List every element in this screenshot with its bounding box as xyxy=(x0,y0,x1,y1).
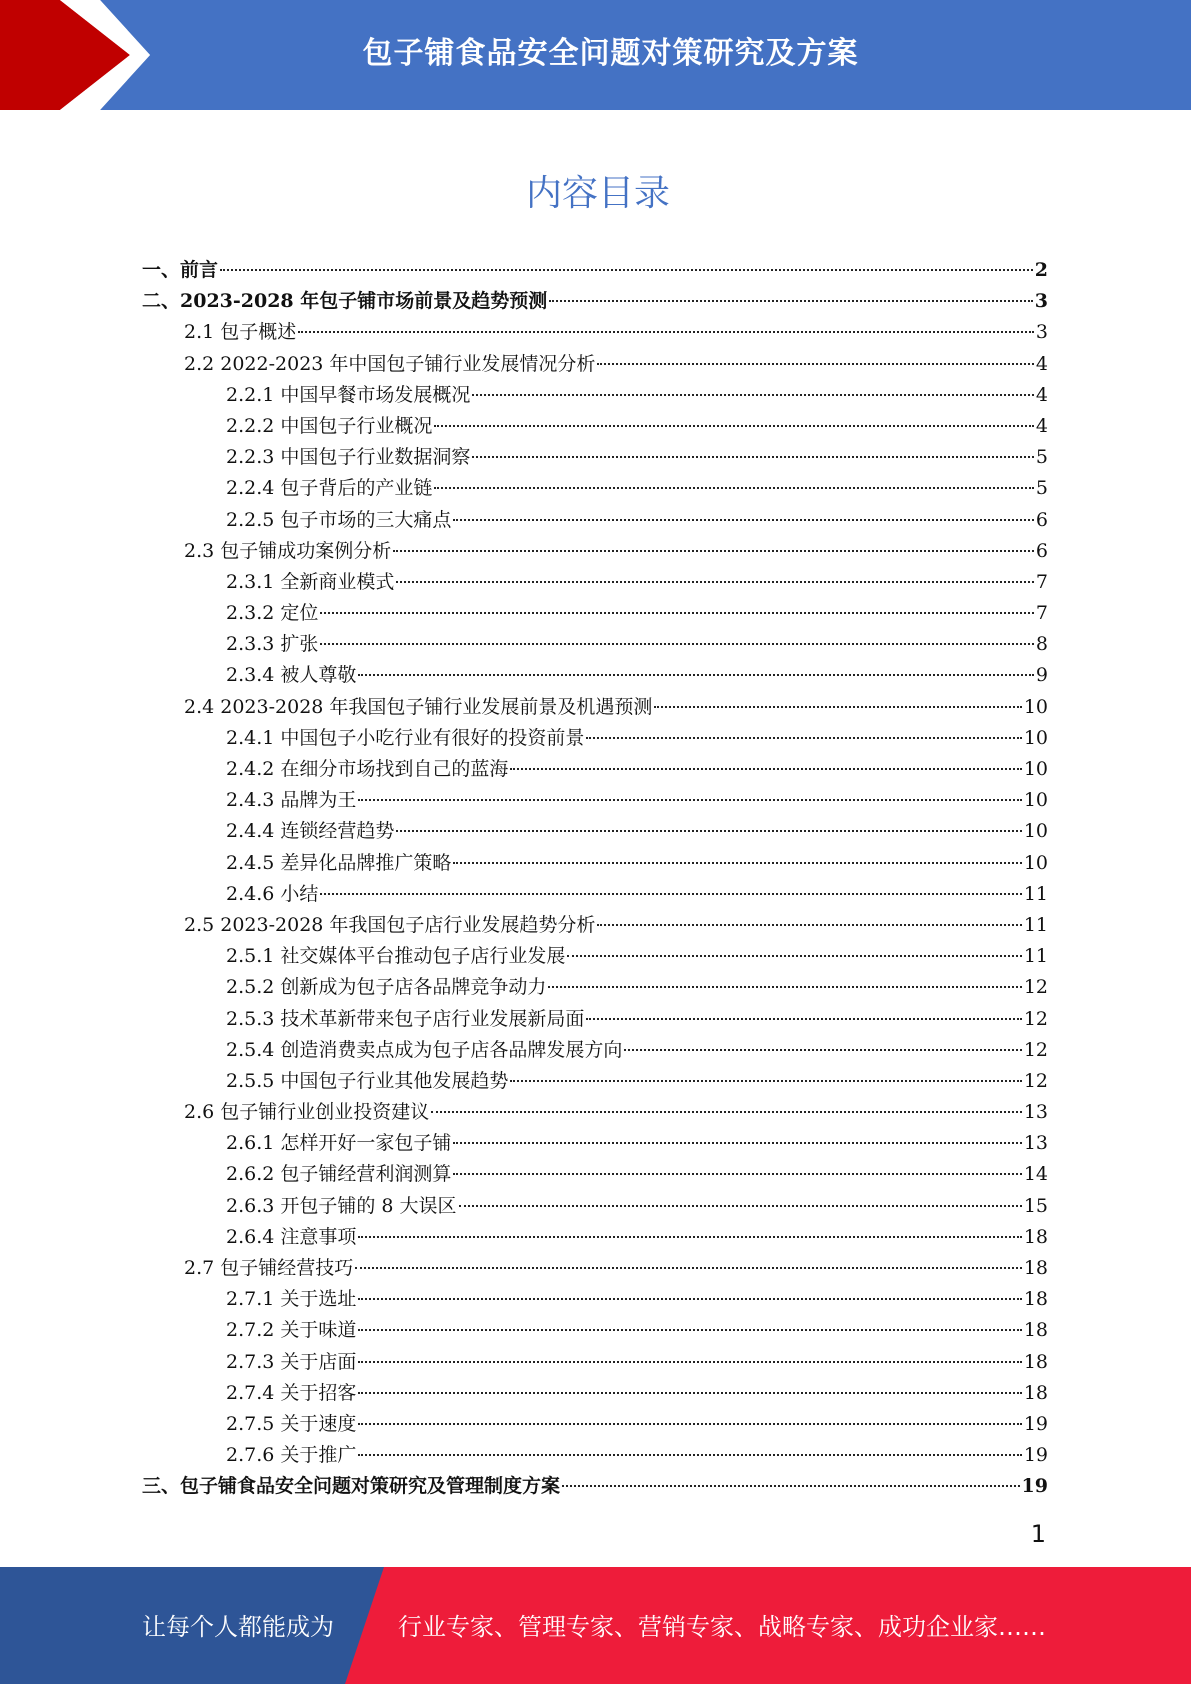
toc-entry-page: 15 xyxy=(1023,1194,1048,1217)
toc-dot-leader xyxy=(586,736,1021,739)
toc-dot-leader xyxy=(597,362,1033,365)
toc-entry[interactable] xyxy=(142,1066,1048,1097)
toc-entry[interactable] xyxy=(142,972,1048,1003)
toc-entry-page: 9 xyxy=(1035,664,1048,687)
toc-entry-label: 2.5.4 创造消费卖点成为包子店各品牌发展方向 xyxy=(226,1038,623,1061)
toc-dot-leader xyxy=(358,1360,1021,1363)
toc-dot-leader xyxy=(549,299,1033,302)
toc-entry-page: 4 xyxy=(1035,414,1048,437)
toc-entry-page: 7 xyxy=(1035,602,1048,625)
toc-entry[interactable] xyxy=(142,1191,1048,1222)
toc-entry[interactable] xyxy=(142,473,1048,504)
toc-entry[interactable] xyxy=(142,505,1048,536)
toc-entry[interactable] xyxy=(142,1378,1048,1409)
toc-entry[interactable] xyxy=(142,629,1048,660)
toc-entry-page: 10 xyxy=(1023,695,1048,718)
toc-dot-leader xyxy=(320,892,1021,895)
toc-dot-leader xyxy=(358,1235,1021,1238)
toc-dot-leader xyxy=(358,1391,1021,1394)
toc-entry-label: 2.4.1 中国包子小吃行业有很好的投资前景 xyxy=(226,726,585,749)
toc-entry-label: 2.6.2 包子铺经营利润测算 xyxy=(226,1163,452,1186)
toc-entry[interactable] xyxy=(142,1128,1048,1159)
toc-entry-label: 2.4 2023-2028 年我国包子铺行业发展前景及机遇预测 xyxy=(184,695,653,718)
toc-entry-page: 7 xyxy=(1035,570,1048,593)
toc-entry-page: 18 xyxy=(1023,1288,1048,1311)
toc-entry-page: 11 xyxy=(1023,913,1048,936)
toc-entry[interactable] xyxy=(142,442,1048,473)
toc-entry-label: 2.1 包子概述 xyxy=(184,321,297,344)
toc-entry-page: 19 xyxy=(1021,1475,1048,1498)
toc-entry-label: 2.5 2023-2028 年我国包子店行业发展趋势分析 xyxy=(184,913,596,936)
toc-dot-leader xyxy=(358,1297,1021,1300)
toc-entry-page: 4 xyxy=(1035,352,1048,375)
toc-dot-leader xyxy=(453,1172,1021,1175)
toc-entry-label: 2.7.1 关于选址 xyxy=(226,1288,357,1311)
toc-entry[interactable] xyxy=(142,567,1048,598)
toc-entry[interactable] xyxy=(142,1284,1048,1315)
toc-entry-label: 2.6.3 开包子铺的 8 大误区 xyxy=(226,1194,457,1217)
toc-entry-page: 18 xyxy=(1023,1257,1048,1279)
toc-entry-label: 2.4.6 小结 xyxy=(226,882,319,905)
toc-dot-leader xyxy=(548,985,1021,988)
toc-entry-page: 11 xyxy=(1023,882,1048,905)
toc-dot-leader xyxy=(459,1204,1022,1207)
toc-entry-page: 12 xyxy=(1023,976,1048,999)
toc-entry-page: 10 xyxy=(1023,758,1048,780)
toc-entry-label: 2.6 包子铺行业创业投资建议 xyxy=(184,1101,430,1124)
toc-entry-page: 10 xyxy=(1023,851,1048,874)
toc-entry[interactable] xyxy=(142,754,1048,785)
toc-entry[interactable] xyxy=(142,816,1048,847)
toc-entry[interactable] xyxy=(142,848,1048,879)
toc-entry-label: 2.7.6 关于推广 xyxy=(226,1444,357,1467)
toc-entry[interactable] xyxy=(142,692,1048,723)
table-of-contents xyxy=(142,255,1048,1503)
toc-entry-label: 2.5.1 社交媒体平台推动包子店行业发展 xyxy=(226,945,566,968)
toc-entry-label: 2.2.5 包子市场的三大痛点 xyxy=(226,508,452,531)
toc-dot-leader xyxy=(453,518,1034,521)
toc-entry-page: 18 xyxy=(1023,1319,1048,1342)
toc-entry-page: 6 xyxy=(1035,508,1048,531)
toc-dot-leader xyxy=(472,455,1034,458)
toc-entry-label: 2.7.5 关于速度 xyxy=(226,1412,357,1435)
toc-entry-label: 2.4.3 品牌为王 xyxy=(226,789,357,812)
toc-entry-page: 19 xyxy=(1023,1412,1048,1435)
toc-entry-page: 12 xyxy=(1023,1069,1048,1092)
toc-entry-page: 13 xyxy=(1023,1132,1048,1155)
toc-entry[interactable] xyxy=(142,910,1048,941)
toc-entry-label: 2.5.2 创新成为包子店各品牌竞争动力 xyxy=(226,976,547,999)
toc-dot-leader xyxy=(320,611,1034,614)
toc-entry[interactable] xyxy=(142,1440,1048,1471)
toc-entry-label: 2.4.2 在细分市场找到自己的蓝海 xyxy=(226,758,509,780)
toc-dot-leader xyxy=(654,705,1021,708)
toc-dot-leader xyxy=(396,580,1034,583)
toc-entry-page: 11 xyxy=(1023,945,1048,968)
toc-entry-page: 3 xyxy=(1035,321,1048,344)
toc-entry[interactable] xyxy=(142,349,1048,380)
toc-dot-leader xyxy=(358,673,1034,676)
toc-entry[interactable] xyxy=(142,723,1048,754)
toc-dot-leader xyxy=(510,767,1021,770)
toc-entry-label: 2.2.2 中国包子行业概况 xyxy=(226,414,433,437)
toc-entry[interactable] xyxy=(142,660,1048,691)
toc-entry[interactable] xyxy=(142,1347,1048,1378)
toc-entry-page: 2 xyxy=(1034,259,1048,281)
toc-entry-label: 2.7.3 关于店面 xyxy=(226,1350,357,1373)
toc-dot-leader xyxy=(434,486,1034,489)
toc-entry-page: 4 xyxy=(1035,383,1048,406)
toc-entry[interactable] xyxy=(142,879,1048,910)
toc-entry-label: 2.7.4 关于招客 xyxy=(226,1381,357,1404)
toc-dot-leader xyxy=(431,1110,1022,1113)
toc-dot-leader xyxy=(434,424,1034,427)
toc-entry-label: 2.7 包子铺经营技巧 xyxy=(184,1257,354,1279)
toc-entry[interactable] xyxy=(142,380,1048,411)
toc-entry[interactable] xyxy=(142,286,1048,317)
toc-dot-leader xyxy=(510,1079,1021,1082)
toc-entry[interactable] xyxy=(142,411,1048,442)
toc-dot-leader xyxy=(358,1328,1021,1331)
toc-dot-leader xyxy=(358,1453,1021,1456)
toc-entry-label: 2.5.5 中国包子行业其他发展趋势 xyxy=(226,1069,509,1092)
toc-entry-label: 2.3.1 全新商业模式 xyxy=(226,570,395,593)
toc-dot-leader xyxy=(220,268,1033,271)
toc-entry-page: 12 xyxy=(1023,1038,1048,1061)
toc-entry[interactable] xyxy=(142,1004,1048,1035)
footer-banner xyxy=(0,1567,1191,1684)
toc-entry-page: 18 xyxy=(1023,1381,1048,1404)
toc-entry-label: 2.3.4 被人尊敬 xyxy=(226,664,357,687)
toc-entry[interactable] xyxy=(142,941,1048,972)
header-banner xyxy=(0,0,1191,110)
toc-entry-page: 18 xyxy=(1023,1350,1048,1373)
toc-entry-label: 2.4.4 连锁经营趋势 xyxy=(226,820,395,843)
toc-dot-leader xyxy=(597,923,1021,926)
toc-dot-leader xyxy=(472,393,1034,396)
toc-entry-page: 8 xyxy=(1035,633,1048,656)
toc-entry-label: 2.2.1 中国早餐市场发展概况 xyxy=(226,383,471,406)
toc-dot-leader xyxy=(320,642,1034,645)
toc-dot-leader xyxy=(624,1048,1021,1051)
toc-entry[interactable] xyxy=(142,1035,1048,1066)
toc-entry-label: 2.2.4 包子背后的产业链 xyxy=(226,477,433,500)
toc-dot-leader xyxy=(453,861,1021,864)
toc-dot-leader xyxy=(453,1141,1021,1144)
toc-entry-label: 2.6.1 怎样开好一家包子铺 xyxy=(226,1132,452,1155)
toc-dot-leader xyxy=(298,330,1034,333)
toc-entry[interactable] xyxy=(142,1253,1048,1284)
toc-entry[interactable] xyxy=(142,255,1048,286)
toc-entry-page: 18 xyxy=(1023,1225,1048,1248)
toc-entry[interactable] xyxy=(142,1159,1048,1190)
toc-entry-page: 19 xyxy=(1023,1444,1048,1467)
toc-entry[interactable] xyxy=(142,785,1048,816)
toc-entry-label: 2.5.3 技术革新带来包子店行业发展新局面 xyxy=(226,1007,585,1030)
toc-entry-label: 一、前言 xyxy=(142,259,219,281)
toc-entry-page: 12 xyxy=(1023,1007,1048,1030)
page-number: 1 xyxy=(1030,1520,1046,1548)
toc-entry-page: 10 xyxy=(1023,820,1048,843)
toc-entry[interactable] xyxy=(142,1315,1048,1346)
toc-dot-leader xyxy=(355,1266,1022,1269)
toc-dot-leader xyxy=(393,549,1034,552)
toc-dot-leader xyxy=(562,1484,1020,1487)
toc-entry-page: 5 xyxy=(1035,477,1048,500)
toc-entry-page: 13 xyxy=(1023,1101,1048,1124)
toc-entry[interactable] xyxy=(142,317,1048,348)
toc-dot-leader xyxy=(396,829,1021,832)
toc-entry-label: 2.6.4 注意事项 xyxy=(226,1225,357,1248)
document-title: 包子铺食品安全问题对策研究及方案 xyxy=(362,36,859,71)
toc-entry-label: 三、包子铺食品安全问题对策研究及管理制度方案 xyxy=(142,1475,561,1498)
toc-dot-leader xyxy=(586,1017,1021,1020)
toc-entry-label: 二、2023-2028 年包子铺市场前景及趋势预测 xyxy=(142,290,548,313)
toc-entry-label: 2.3.2 定位 xyxy=(226,602,319,625)
toc-entry[interactable] xyxy=(142,536,1048,567)
toc-entry-label: 2.4.5 差异化品牌推广策略 xyxy=(226,851,452,874)
toc-dot-leader xyxy=(358,1422,1021,1425)
toc-entry-label: 2.3 包子铺成功案例分析 xyxy=(184,539,392,562)
toc-entry-page: 10 xyxy=(1023,726,1048,749)
toc-entry-label: 2.7.2 关于味道 xyxy=(226,1319,357,1342)
toc-heading: 内容目录 xyxy=(525,173,670,214)
toc-entry-label: 2.3.3 扩张 xyxy=(226,633,319,656)
toc-dot-leader xyxy=(358,798,1021,801)
toc-entry-label: 2.2.3 中国包子行业数据洞察 xyxy=(226,446,471,469)
toc-entry[interactable] xyxy=(142,1409,1048,1440)
toc-entry-page: 10 xyxy=(1023,789,1048,812)
toc-entry-page: 14 xyxy=(1023,1163,1048,1186)
toc-dot-leader xyxy=(567,954,1021,957)
toc-entry-label: 2.2 2022-2023 年中国包子铺行业发展情况分析 xyxy=(184,352,596,375)
footer-slogan-left: 让每个人都能成为 xyxy=(142,1613,334,1641)
toc-entry-page: 5 xyxy=(1035,446,1048,469)
toc-entry[interactable] xyxy=(142,1471,1048,1502)
toc-entry[interactable] xyxy=(142,598,1048,629)
toc-entry-page: 6 xyxy=(1035,539,1048,562)
toc-entry[interactable] xyxy=(142,1222,1048,1253)
toc-entry-page: 3 xyxy=(1034,290,1048,313)
footer-slogan-right: 行业专家、管理专家、营销专家、战略专家、成功企业家…… xyxy=(398,1613,1046,1641)
toc-entry[interactable] xyxy=(142,1097,1048,1128)
